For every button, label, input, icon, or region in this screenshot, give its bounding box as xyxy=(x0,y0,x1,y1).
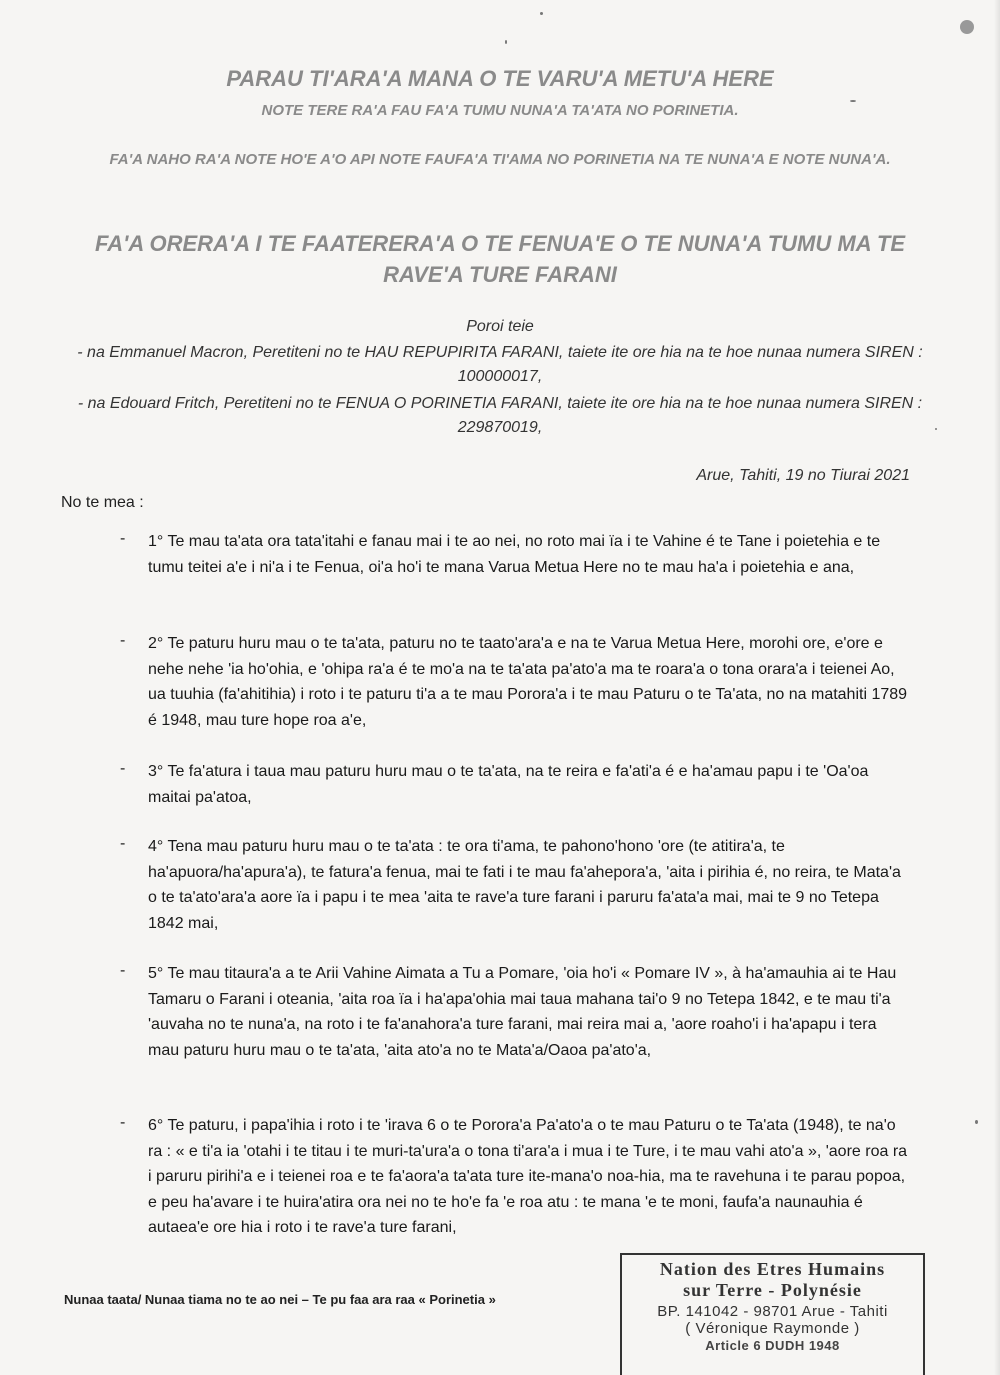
item-text: 5° Te mau titaura'a a te Arii Vahine Aimata a Tu a Pomare, 'oia ho'i « Pomare IV », à ha'amauhia ai te Hau Tamaru o Farani i oteania, 'aita roa ïa i ha'apa'ohia mai taua mahana tai'o 9 no Tetepa 1842, e te mau ti'a 'auvaha no te nuna'a, na roto i te fa'anahora'a ture farani, mai reira mai a, 'aore roaho'i i ha'apapu i tera mau paturu huru mau o te ta'ata, 'aita ato'a no te Mata'a/Oaoa pa'ato'a, xyxy=(148,965,897,1059)
stamp-line-3: BP. 141042 - 98701 Arue - Tahiti xyxy=(657,1303,888,1320)
addressee-fritch: - na Edouard Fritch, Peretiteni no te FENUA O PORINETIA FARANI, taiete ite ore hia na te hoe nunaa numera SIREN : 229870019, xyxy=(77,395,923,436)
addressees-intro: Poroi teie xyxy=(466,318,534,335)
item-text: 6° Te paturu, i papa'ihia i roto i te 'irava 6 o te Porora'a Pa'ato'a o te mau Paturu o te Ta'ata (1948), te na'o ra : « e ti'a ia 'otahi i te titau i te muri-ta'ura'a o tona ti'ara'a i mua i te Ture, i te mau vahi ato'a », 'aore roa ra i paruru pirihi'a e i teienei roa e te fa'aora'a ta'ata ture ite-mana'o noa-hia, ma te ravehuna i te parau popoa, e peu ha'avare i te huira'atira ora nei no te ho'e fa 'e roa atu : te mana 'e te moni, faufa'a naunauhia é autaea'e ore hia i roto i te rave'a ture farani, xyxy=(148,1117,908,1236)
bullet-dash: - xyxy=(120,1114,126,1131)
subtitle: NOTE TERE RA'A FAU FA'A TUMU NUNA'A TA'ATA NO PORINETIA. xyxy=(261,102,739,119)
main-title: PARAU TI'ARA'A MANA O TE VARU'A METU'A HERE xyxy=(226,66,774,91)
item-text: 1° Te mau ta'ata ora tata'itahi e fanau mai i te ao nei, no roto mai ïa i te Vahine é te Tane i poietehia e te tumu teitei a'e i ni'a i te Fenua, oi'a ho'i te mana Varua Metua Here no te mau ha'a i poietehia e ana, xyxy=(148,533,881,576)
place-date: Arue, Tahiti, 19 no Tiurai 2021 xyxy=(696,467,910,484)
scan-speck xyxy=(975,1120,978,1124)
scan-speck xyxy=(935,428,937,430)
addressee-macron: - na Emmanuel Macron, Peretiteni no te HAU REPUPIRITA FARANI, taiete ite ore hia na te hoe nunaa numera SIREN : 100000017, xyxy=(77,344,923,385)
stamp-line-1: Nation des Etres Humains xyxy=(659,1259,886,1279)
bullet-dash: - xyxy=(120,530,126,547)
no-te-mea-label: No te mea : xyxy=(61,494,144,511)
heading-line-3: FA'A NAHO RA'A NOTE HO'E A'O API NOTE FAUFA'A TI'AMA NO PORINETIA NA TE NUNA'A E NOTE NUNA'A. xyxy=(109,151,891,168)
page-footer: Nunaa taata/ Nunaa tiama no te ao nei – Te pu faa ara raa « Porinetia » xyxy=(64,1292,496,1307)
item-text: 4° Tena mau paturu huru mau o te ta'ata : te ora ti'ama, te pahono'hono 'ore (te atitira'a, te ha'apuora/ha'apura'a), te fatura'a fenua, mai te fati i te mau fa'ahepora'a, 'aita i pirihia é, no reira, te Mata'a o te ta'ato'ara'a aore ïa i papu i te mea 'aita te rave'a ture farani i paruru fa'ata'a mai, mai te 9 no Tetepa 1842 mai, xyxy=(148,838,901,932)
scan-speck xyxy=(505,40,507,44)
bullet-dash: - xyxy=(120,835,126,852)
item-text: 2° Te paturu huru mau o te ta'ata, paturu no te taato'ara'a e na te Varua Metua Here, morohi ore, e'ore e nehe nehe 'ia ho'ohia, e 'ohipa ra'a é te mo'a na te ta'ata pa'ato'a ma te roara'a o tona orara'a i teienei Ao, ua tuuhia (fa'ahitihia) i roto i te paturu ti'a a te mau Porora'a i te mau Paturu o te Ta'ata, no na matahiti 1789 é 1948, mau ture hope roa a'e, xyxy=(148,635,908,729)
large-title: FA'A ORERA'A I TE FAATERERA'A O TE FENUA'E O TE NUNA'A TUMU MA TE RAVE'A TURE FARANI xyxy=(94,231,905,287)
scan-speck xyxy=(850,100,856,102)
scan-speck xyxy=(960,20,974,34)
item-text: 3° Te fa'atura i taua mau paturu huru mau o te ta'ata, na te reira e fa'ati'a é e ha'amau papu i te 'Oa'oa maitai pa'atoa, xyxy=(148,763,869,806)
bullet-dash: - xyxy=(120,760,126,777)
stamp-line-4: ( Véronique Raymonde ) xyxy=(685,1320,860,1337)
scan-speck xyxy=(540,12,543,15)
bullet-dash: - xyxy=(120,632,126,649)
scan-edge-shadow xyxy=(994,0,1000,1375)
rubber-stamp xyxy=(620,1253,925,1375)
stamp-line-5: Article 6 DUDH 1948 xyxy=(705,1338,840,1353)
stamp-line-2: sur Terre - Polynésie xyxy=(683,1280,862,1300)
bullet-dash: - xyxy=(120,962,126,979)
